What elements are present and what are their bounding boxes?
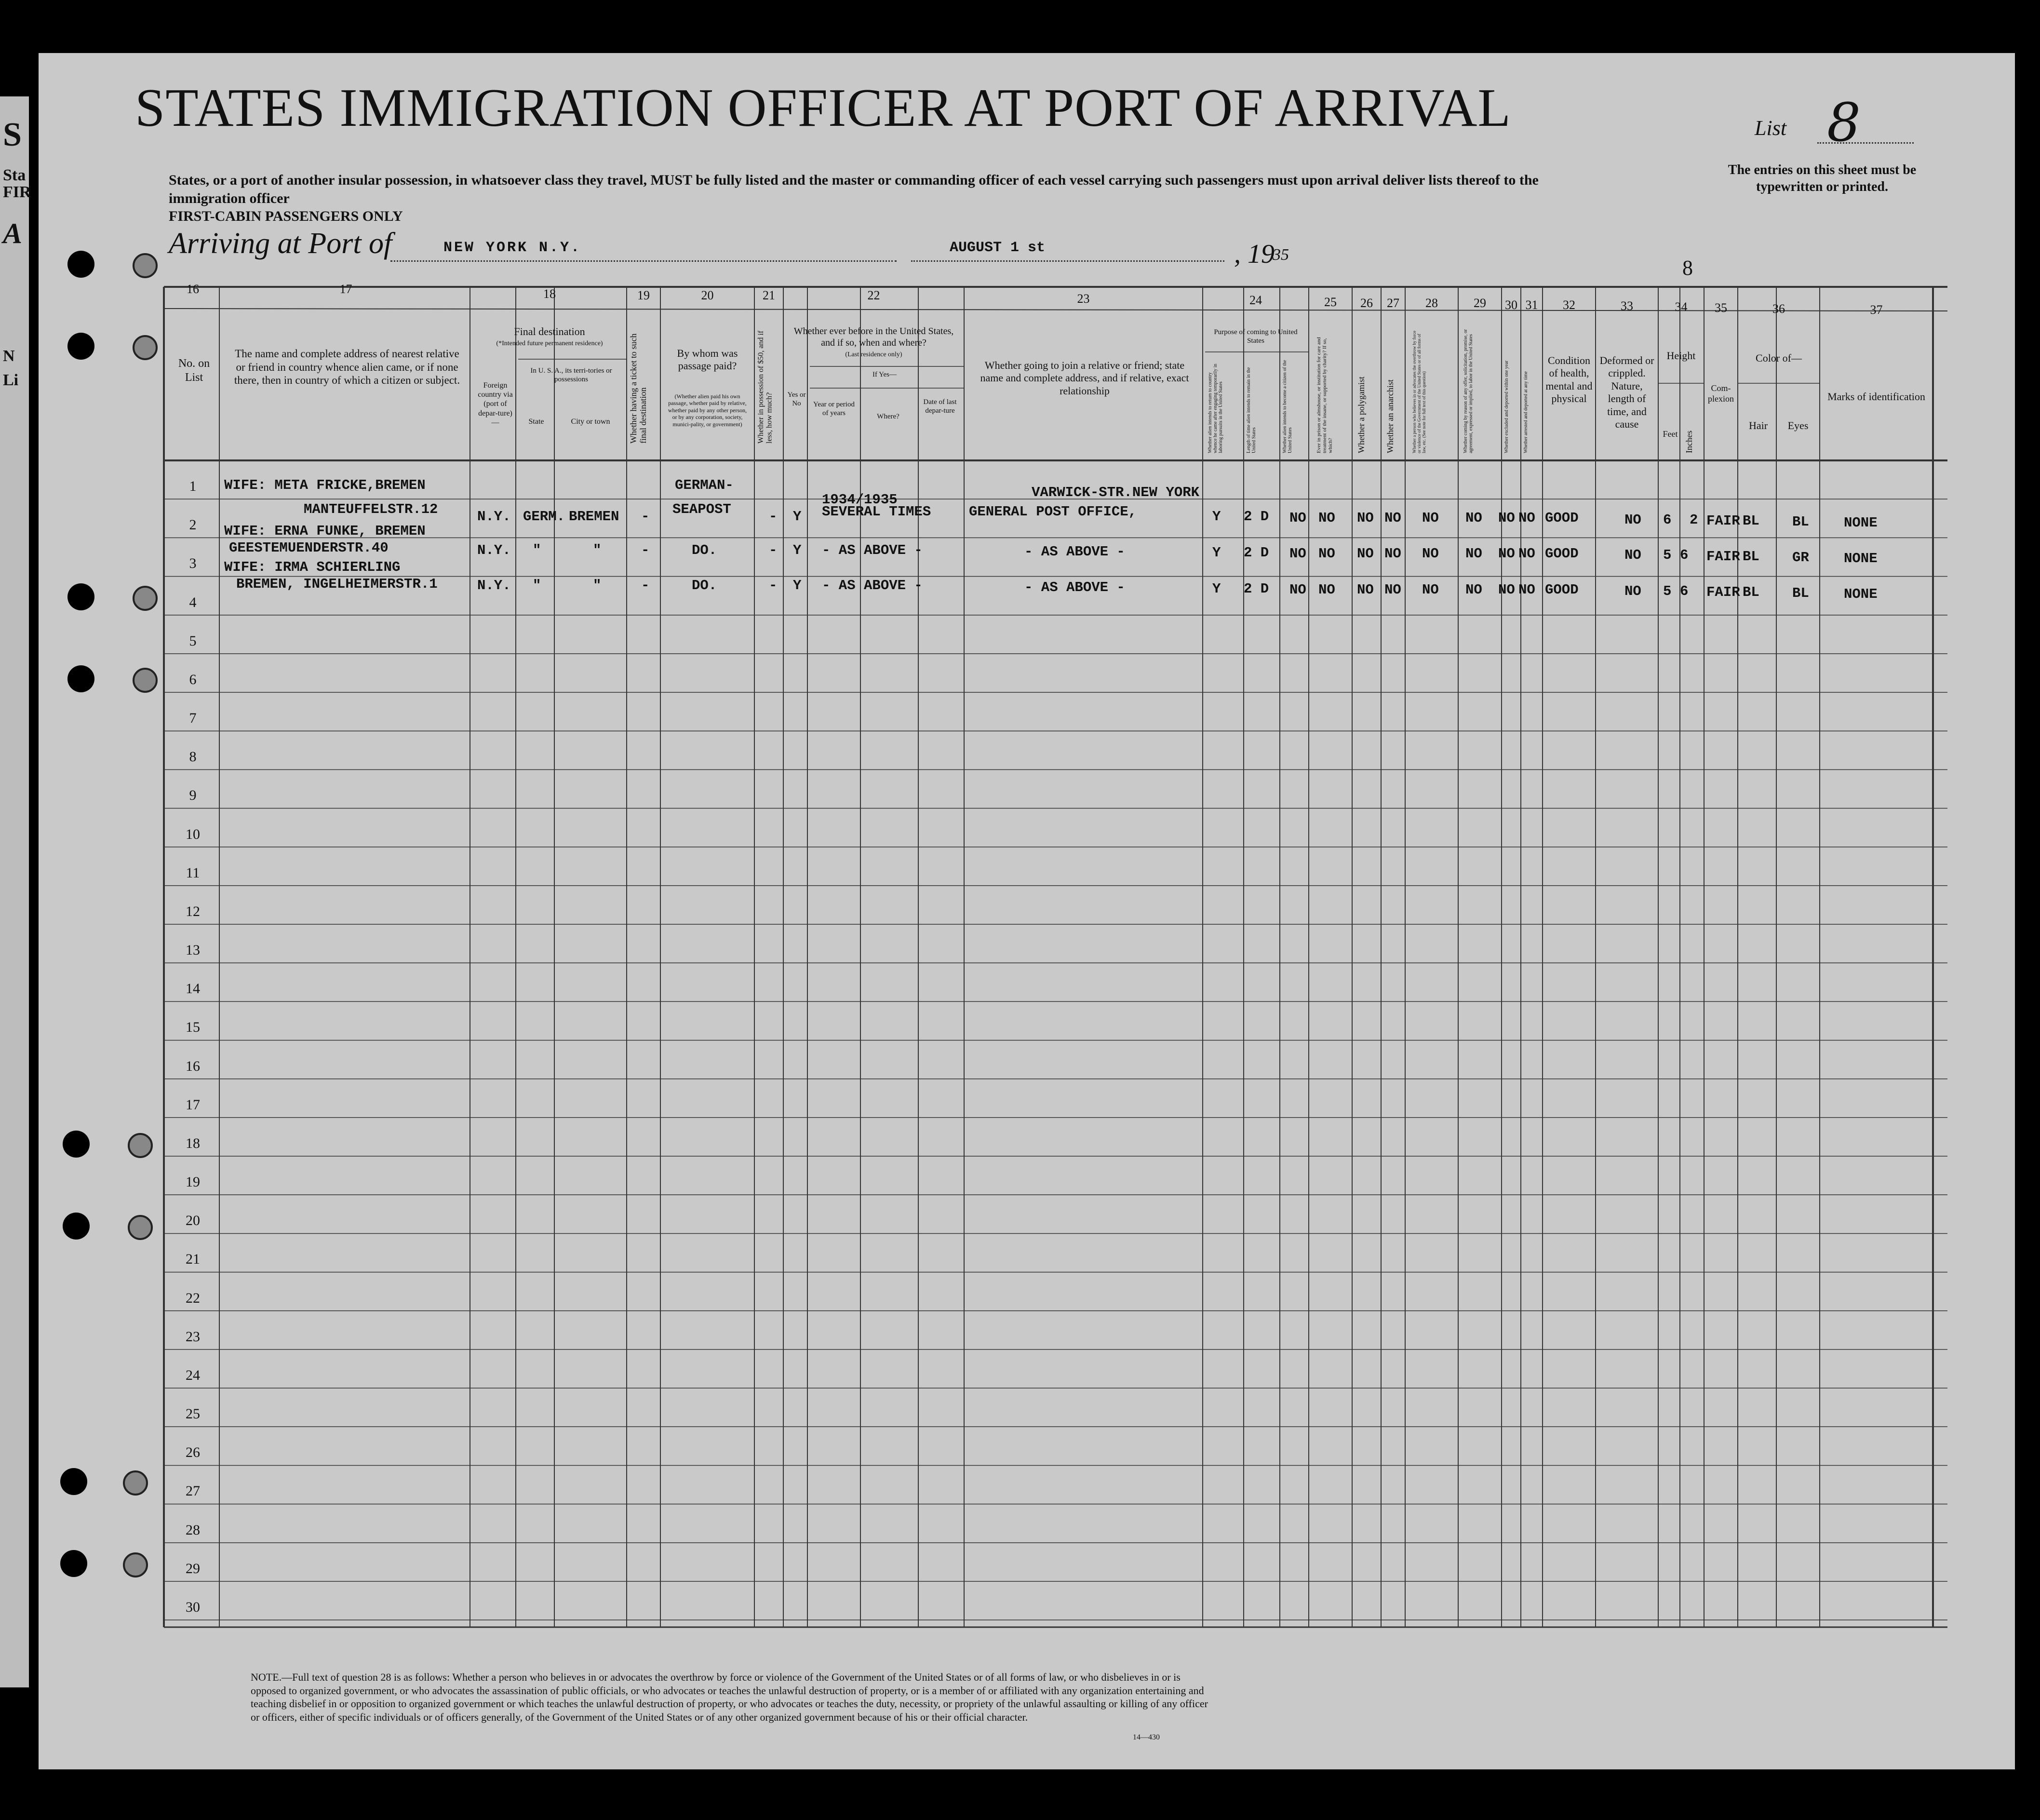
col-number: 33 <box>1621 299 1633 313</box>
col-number: 25 <box>1324 295 1337 309</box>
arriving-label: Arriving at Port of <box>169 227 392 260</box>
col-number: 26 <box>1360 296 1373 310</box>
row-number: 13 <box>186 942 200 958</box>
dest-city: " <box>593 542 602 558</box>
row-number: 28 <box>186 1522 200 1538</box>
prev-page-fragment: FIR <box>3 183 31 201</box>
col-header: Whether arrested and deported at any time <box>1523 371 1529 453</box>
passage-paid: SEAPOST <box>672 501 731 517</box>
row-number: 4 <box>189 594 197 610</box>
col-number: 17 <box>339 282 352 296</box>
dest-city: " <box>593 578 602 593</box>
col-subheader: Year or period of years <box>813 401 855 417</box>
col-subheader: (Last residence only) <box>845 351 902 358</box>
prev-page-fragment: A <box>3 217 23 249</box>
question-31: NO <box>1518 510 1535 526</box>
marks: NONE <box>1844 586 1878 602</box>
col-number: 35 <box>1715 301 1727 315</box>
joining: - AS ABOVE - <box>1024 544 1125 560</box>
been-before: Y <box>793 578 802 593</box>
question-28-note: NOTE.—Full text of question 28 is as follows: Whether a person who believes in or advocates the overthrow by force or violence of the Government of the United States or of all forms of law, or who disbelieves in or is opposed to organized government, or who advocates the assassination of public officials, or who advocates or teaches the unlawful destruction of property, or is a member of or affiliated with any organization entertaining and teaching disbelief in or opposition to organized government or which teaches the unlawful destruction of property, or who advocates or teaches the duty, necessity, or propriety of the unlawful assaulting or killing of any officer or officers, either of specific individuals or of officers generally, of the Government of the United States or of any other organized government because of his or their official character. <box>251 1671 1208 1723</box>
row-number: 21 <box>186 1251 200 1267</box>
deformed: NO <box>1624 547 1641 563</box>
question-30: NO <box>1498 582 1515 598</box>
foreign-port: N.Y. <box>477 542 511 558</box>
money: - <box>769 509 778 525</box>
health: GOOD <box>1545 546 1579 562</box>
col-number: 19 <box>637 288 650 302</box>
row-number: 23 <box>186 1328 200 1345</box>
passage-paid: DO. <box>692 542 717 558</box>
row-number: 11 <box>186 864 200 881</box>
prison: NO <box>1318 582 1335 598</box>
polygamist: NO <box>1357 582 1374 598</box>
col-subheader: Inches <box>1684 431 1694 453</box>
relative-address: BREMEN, INGELHEIMERSTR.1 <box>236 576 438 592</box>
question-31: NO <box>1518 582 1535 598</box>
question-29: NO <box>1465 510 1482 526</box>
marks: NONE <box>1844 515 1878 531</box>
col-number: 20 <box>701 288 714 302</box>
hair: BL <box>1743 584 1759 600</box>
col-number: 32 <box>1563 298 1575 312</box>
purpose-citizen: NO <box>1289 582 1306 598</box>
joining: GENERAL POST OFFICE, <box>969 504 1137 520</box>
year-label: , 19 <box>1234 239 1275 269</box>
question-30: NO <box>1498 546 1515 562</box>
page-mark: 8 <box>1682 256 1693 280</box>
height-inches: 6 <box>1680 547 1689 563</box>
years: - AS ABOVE - <box>822 578 923 593</box>
hair: BL <box>1743 549 1759 565</box>
relative-address: WIFE: ERNA FUNKE, BREMEN <box>224 523 426 539</box>
col-subheader: Feet <box>1663 429 1678 439</box>
row-number: 27 <box>186 1483 200 1499</box>
row-number: 8 <box>189 749 197 765</box>
row-number: 22 <box>186 1290 200 1306</box>
question-31: NO <box>1518 546 1535 562</box>
col-header: Purpose of coming to United States <box>1214 328 1298 345</box>
height-feet: 5 <box>1663 583 1672 599</box>
question-28: NO <box>1422 582 1439 598</box>
col-header: Height <box>1666 350 1696 362</box>
col-subheader: City or town <box>571 418 610 426</box>
col-header: Condition of health, mental and physical <box>1545 354 1593 405</box>
foreign-port: N.Y. <box>477 509 511 525</box>
health: GOOD <box>1545 510 1579 526</box>
row-number: 6 <box>189 671 197 688</box>
row-number: 29 <box>186 1560 200 1577</box>
relative-address: WIFE: META FRICKE,BREMEN <box>224 477 426 493</box>
col-subheader: State <box>528 418 544 426</box>
hair: BL <box>1743 513 1759 529</box>
purpose-length: 2 D <box>1244 581 1269 597</box>
where: SEVERAL TIMES <box>822 504 931 520</box>
col-subheader: Yes or No <box>787 391 806 407</box>
form-number: 14—430 <box>1133 1733 1160 1741</box>
instructions-line: States, or a port of another insular possession, in whatsoever class they travel, MUST be fully listed and the master or commanding officer of each vessel carrying such passengers must upon arrival deliver lists thereof to the immigration officer <box>169 172 1539 206</box>
col-subheader: Eyes <box>1787 419 1809 431</box>
ticket: - <box>641 509 650 525</box>
instructions-line: FIRST-CABIN PASSENGERS ONLY <box>169 208 403 224</box>
money: - <box>769 542 778 558</box>
col-number: 21 <box>763 288 775 302</box>
col-header: By whom was passage paid? <box>677 347 738 372</box>
question-28: NO <box>1422 546 1439 562</box>
relative-address: GEESTEMUENDERSTR.40 <box>229 540 389 556</box>
col-subheader: Where? <box>877 413 899 420</box>
col-subheader: Foreign country via (port of depar-ture)— <box>478 381 513 427</box>
col-header: Final destination <box>514 325 585 337</box>
prison: NO <box>1318 546 1335 562</box>
been-before: Y <box>793 509 802 525</box>
col-header: No. on List <box>178 357 210 384</box>
col-number: 28 <box>1425 296 1438 310</box>
dest-state: GERM. <box>523 509 565 525</box>
col-header: The name and complete address of nearest relative or friend in country whence alien came, or if none there, then in country of which a citizen or subject. <box>234 348 460 387</box>
prev-page-fragment: S <box>3 116 22 153</box>
row-number: 3 <box>189 555 197 572</box>
col-number: 22 <box>867 288 880 302</box>
col-header: Whether in possession of $50, and if less, how much? <box>757 330 774 444</box>
complexion: FAIR <box>1706 549 1740 565</box>
polygamist: NO <box>1357 546 1374 562</box>
page-title: STATES IMMIGRATION OFFICER AT PORT OF ARRIVAL <box>135 78 1511 138</box>
list-number: 8 <box>1827 92 1861 153</box>
question-30: NO <box>1498 510 1515 526</box>
row-number: 24 <box>186 1367 200 1383</box>
list-label: List <box>1755 116 1787 140</box>
col-header: Marks of identification <box>1827 391 1925 403</box>
relative-address: WIFE: IRMA SCHIERLING <box>224 559 401 575</box>
question-29: NO <box>1465 546 1482 562</box>
row-number: 2 <box>189 517 197 533</box>
purpose-citizen: NO <box>1289 510 1306 526</box>
col-header: Deformed or crippled. Nature, length of time, and cause <box>1599 354 1654 430</box>
col-number: 37 <box>1870 303 1883 317</box>
entries-note: The entries on this sheet must be typewritten or printed. <box>1728 162 1917 194</box>
col-header: Whether a person who believes in or advocates the overthrow by force or violence of the Government of the United States or of all forms of law, etc. (See note for full text of this question) <box>1412 330 1426 453</box>
row-number: 30 <box>186 1599 200 1615</box>
col-number: 31 <box>1525 298 1538 312</box>
col-subheader: Hair <box>1748 419 1768 431</box>
health: GOOD <box>1545 582 1579 598</box>
prev-page-fragment: Sta <box>3 166 26 184</box>
row-number: 7 <box>189 710 197 727</box>
col-subheader: Whether alien intends to become a citizen of the United States <box>1282 360 1293 453</box>
row-number: 26 <box>186 1444 200 1461</box>
eyes: BL <box>1792 514 1809 530</box>
col-subheader: (Whether alien paid his own passage, whether paid by relative, whether paid by any other person, or by any corporation, society, munici-pality, or government) <box>668 393 747 428</box>
col-number: 23 <box>1077 292 1090 306</box>
ticket: - <box>641 542 650 558</box>
joining: VARWICK-STR.NEW YORK <box>1032 485 1200 500</box>
col-number: 27 <box>1387 296 1399 310</box>
marks: NONE <box>1844 551 1878 566</box>
eyes: GR <box>1792 550 1809 566</box>
purpose-citizen: NO <box>1289 546 1306 562</box>
col-number: 29 <box>1474 296 1486 310</box>
money: - <box>769 578 778 593</box>
col-number: 18 <box>543 287 556 301</box>
col-subheader: Length of time alien intends to remain in the United States <box>1246 367 1257 453</box>
eyes: BL <box>1792 585 1809 601</box>
prev-page-fragment: N <box>3 347 15 365</box>
joining: - AS ABOVE - <box>1024 580 1125 595</box>
col-header: Color of— <box>1756 352 1802 364</box>
col-subheader: If Yes— <box>872 371 897 378</box>
relative-address: MANTEUFFELSTR.12 <box>304 501 438 517</box>
col-number: 16 <box>187 282 199 296</box>
col-number: 30 <box>1505 298 1517 312</box>
row-number: 19 <box>186 1174 200 1190</box>
col-subheader: (*Intended future permanent residence) <box>496 340 603 347</box>
purpose-length: 2 D <box>1244 545 1269 561</box>
purpose-return: Y <box>1212 581 1221 597</box>
prison: NO <box>1318 510 1335 526</box>
purpose-length: 2 D <box>1244 509 1269 525</box>
height-inches: 2 <box>1690 512 1698 528</box>
col-header: Whether excluded and deported within one year <box>1504 360 1509 453</box>
col-header: Ever in prison or almshouse, or institution for care and treatment of the insane, or supported by charity? If so, which? <box>1316 337 1334 453</box>
row-number: 16 <box>186 1058 200 1074</box>
anarchist: NO <box>1384 510 1401 526</box>
row-number: 9 <box>189 787 197 804</box>
col-header: Whether coming by reason of any offer, solicitation, promise, or agreement, expressed or implied, to labor in the United States <box>1463 329 1474 453</box>
dest-state: " <box>533 542 541 558</box>
years: 1934/1935 <box>822 492 898 508</box>
anarchist: NO <box>1384 546 1401 562</box>
col-header: Whether going to join a relative or friend; state name and complete address, and if relative, exact relationship <box>980 359 1189 397</box>
passage-paid: GERMAN- <box>675 477 734 493</box>
col-subheader: In U. S. A., its terri-tories or possessions <box>530 367 612 383</box>
col-number: 36 <box>1772 302 1785 316</box>
col-header: Whether having a ticket to such final destination <box>629 333 648 444</box>
height-inches: 6 <box>1680 583 1689 599</box>
been-before: Y <box>793 542 802 558</box>
anarchist: NO <box>1384 582 1401 598</box>
col-subheader: Date of last depar-ture <box>923 398 957 415</box>
years: - AS ABOVE - <box>822 542 923 558</box>
height-feet: 6 <box>1663 512 1672 528</box>
col-header: Whether a polygamist <box>1356 377 1366 453</box>
complexion: FAIR <box>1706 584 1740 600</box>
purpose-return: Y <box>1212 509 1221 525</box>
row-number: 1 <box>189 478 197 494</box>
row-number: 14 <box>186 981 200 997</box>
height-feet: 5 <box>1663 547 1672 563</box>
col-header: Com-plexion <box>1708 383 1734 404</box>
row-number: 20 <box>186 1213 200 1229</box>
col-number: 24 <box>1249 293 1262 307</box>
col-number: 34 <box>1675 300 1688 314</box>
purpose-return: Y <box>1212 545 1221 561</box>
dest-city: BREMEN <box>569 509 619 525</box>
row-number: 5 <box>189 633 197 649</box>
complexion: FAIR <box>1706 513 1740 529</box>
date-value: AUGUST 1 st <box>950 240 1046 256</box>
question-28: NO <box>1422 510 1439 526</box>
passage-paid: DO. <box>692 578 717 593</box>
row-number: 18 <box>186 1135 200 1151</box>
row-number: 12 <box>186 903 200 919</box>
port-value: NEW YORK N.Y. <box>443 240 582 256</box>
row-number: 10 <box>186 826 200 842</box>
row-number: 25 <box>186 1406 200 1422</box>
prev-page-fragment: Li <box>3 371 19 389</box>
ticket: - <box>641 578 650 593</box>
dest-state: " <box>533 578 541 593</box>
question-29: NO <box>1465 582 1482 598</box>
year-value: 35 <box>1273 246 1289 264</box>
row-number: 17 <box>186 1096 200 1113</box>
foreign-port: N.Y. <box>477 578 511 593</box>
deformed: NO <box>1624 512 1641 528</box>
deformed: NO <box>1624 583 1641 599</box>
polygamist: NO <box>1357 510 1374 526</box>
col-subheader: Whether alien intends to return to country whence he came after engaging temporarily in laboring pursuits in the United States <box>1208 364 1223 453</box>
col-header: Whether ever before in the United States, and if so, when and where? <box>793 326 954 348</box>
col-header: Whether an anarchist <box>1385 379 1395 453</box>
row-number: 15 <box>186 1019 200 1036</box>
